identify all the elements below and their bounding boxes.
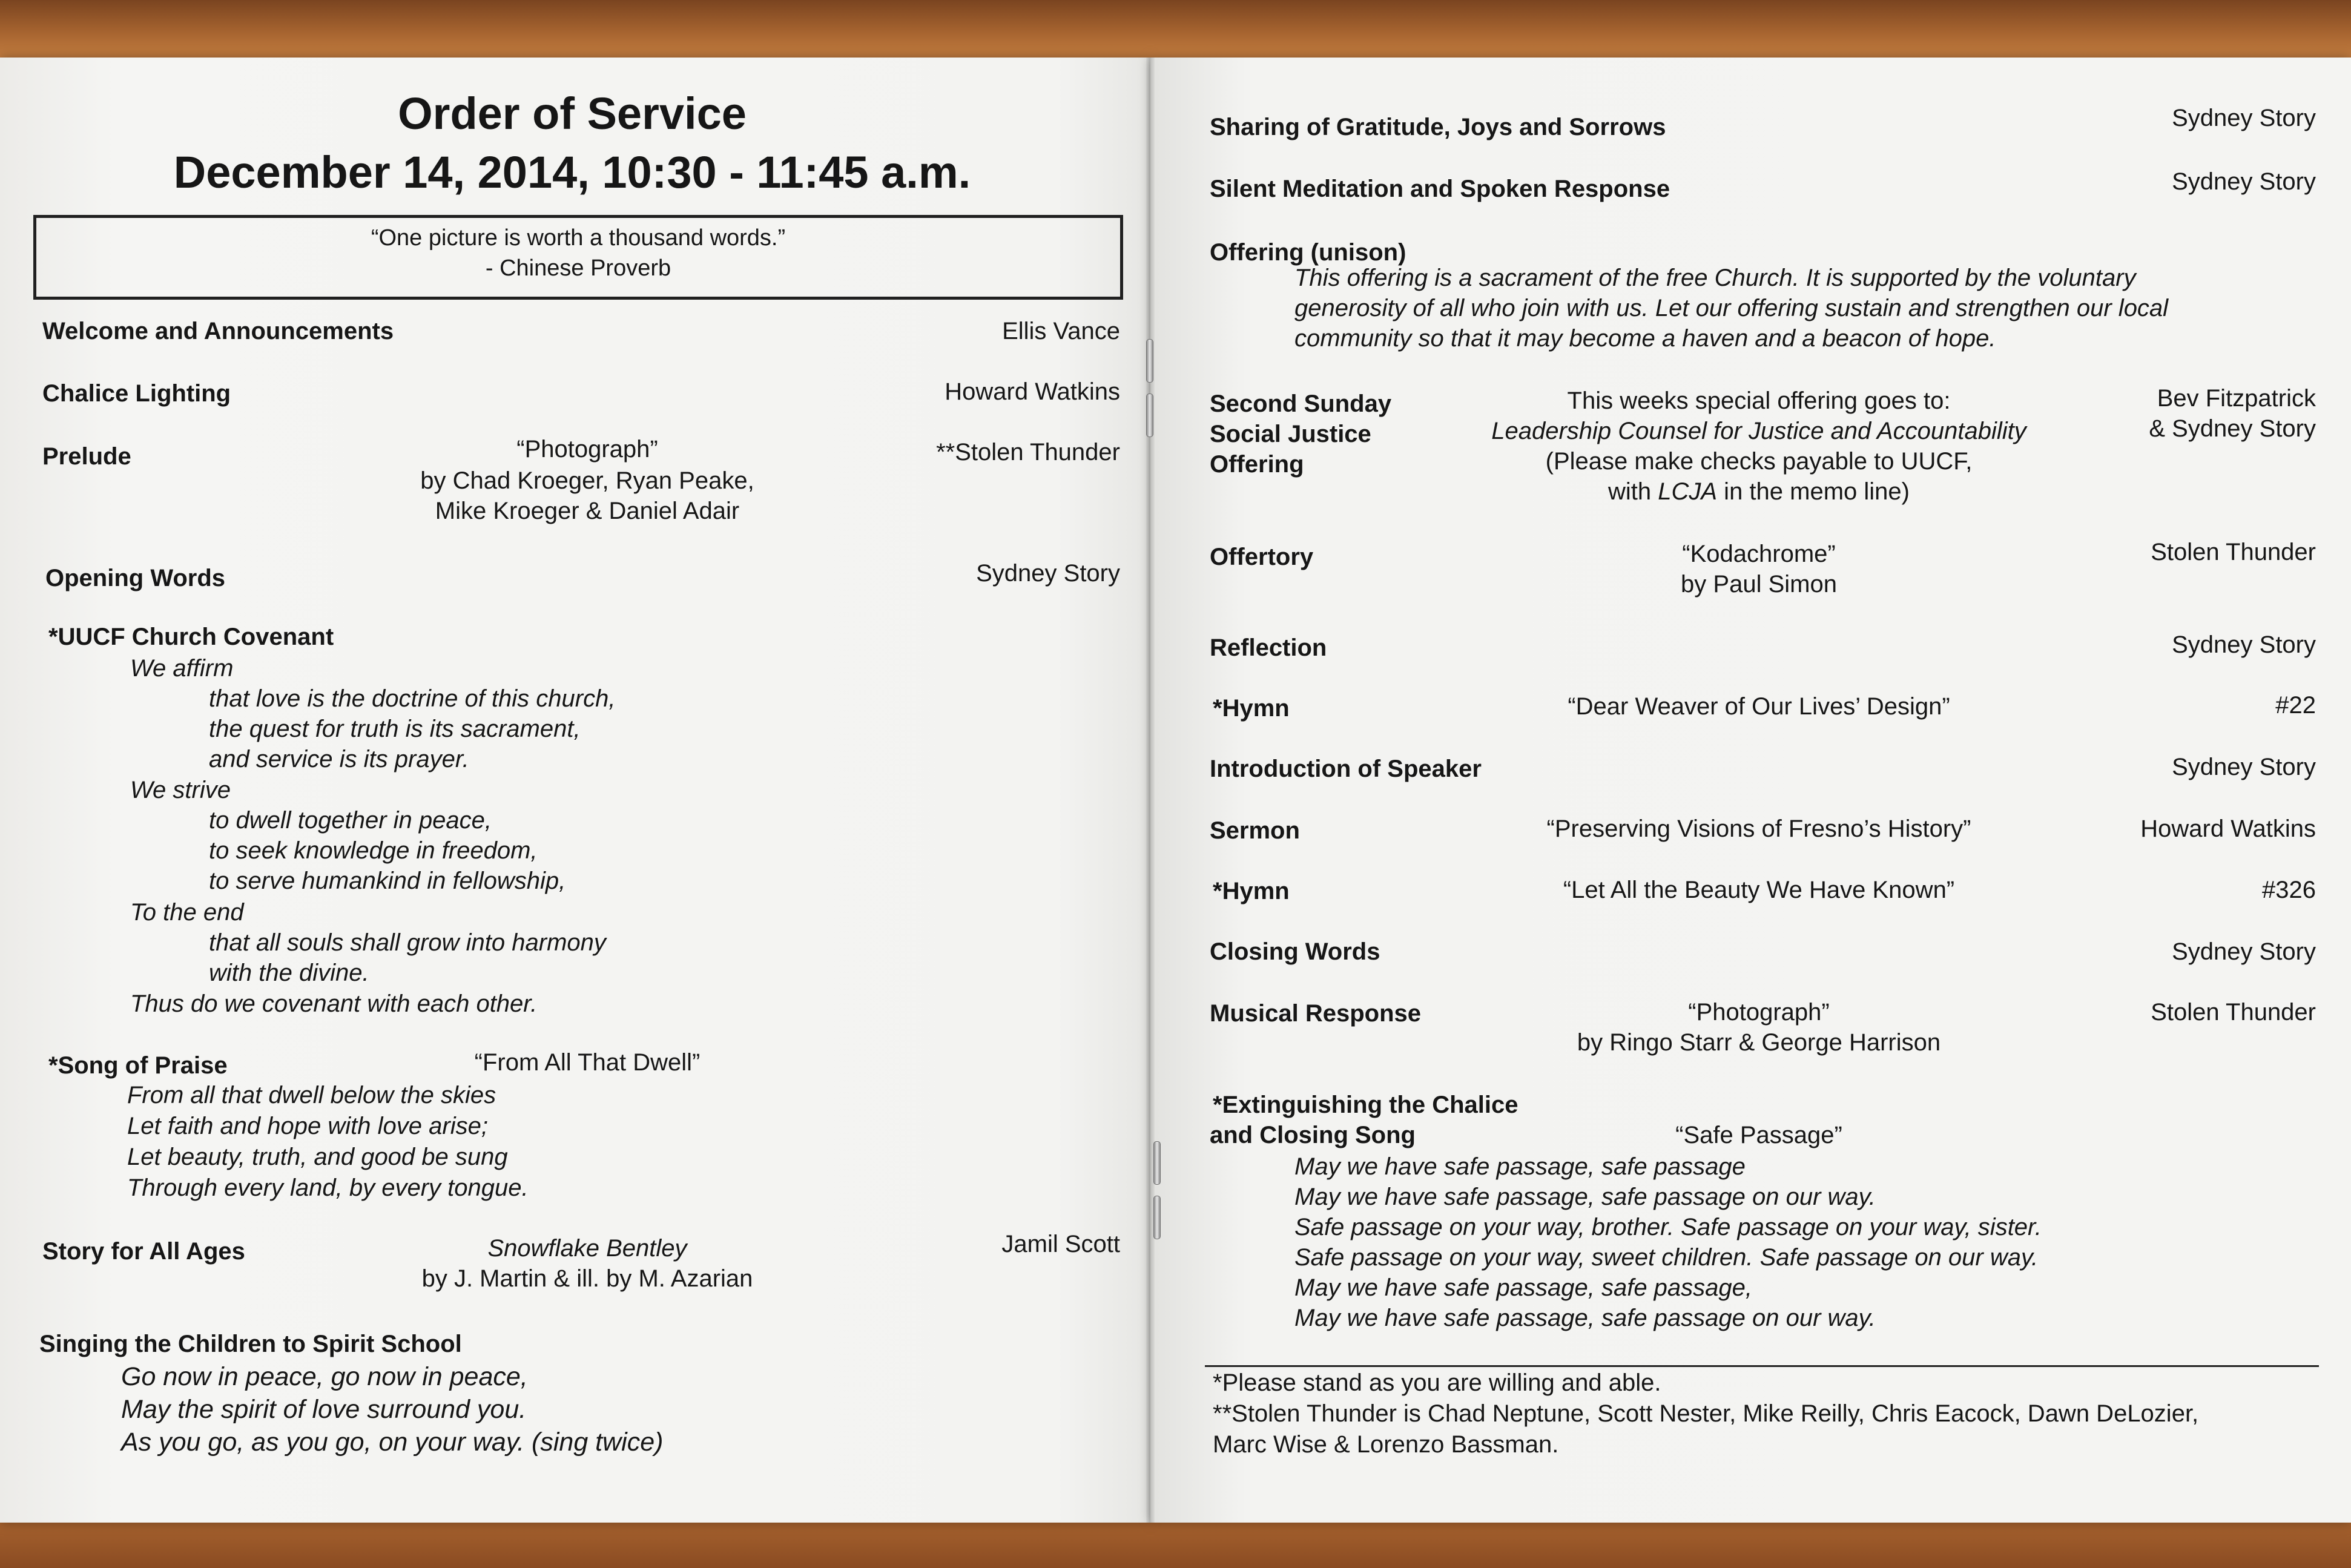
musical-title: “Photograph” <box>1688 999 1830 1026</box>
song-line: Let faith and hope with love arise; <box>127 1113 488 1139</box>
extinguish-label: *Extinguishing the Chalice <box>1213 1092 1518 1118</box>
covenant-line: We affirm <box>130 655 234 682</box>
song-title: “From All That Dwell” <box>474 1049 701 1076</box>
silent-label: Silent Meditation and Spoken Response <box>1210 176 1670 202</box>
reflection-person: Sydney Story <box>2172 631 2316 658</box>
memo-org: LCJA <box>1658 478 1718 505</box>
quote-text: “One picture is worth a thousand words.” <box>371 225 786 251</box>
closing-song-line: May we have safe passage, safe passage, <box>1294 1274 1753 1301</box>
hymn-number: #326 <box>2262 877 2316 903</box>
song-label: *Song of Praise <box>48 1052 228 1079</box>
hymn-label: *Hymn <box>1213 878 1290 904</box>
special-offering-org: Leadership Counsel for Justice and Accountability <box>1491 418 2026 444</box>
second-sunday-label: Offering <box>1210 451 1304 478</box>
covenant-line: to seek knowledge in freedom, <box>209 837 538 864</box>
staple <box>1146 394 1153 437</box>
staple <box>1153 1196 1161 1239</box>
offertory-label: Offertory <box>1210 544 1314 570</box>
closing-song-title: “Safe Passage” <box>1675 1122 1842 1148</box>
intro-label: Introduction of Speaker <box>1210 756 1482 782</box>
second-sunday-person: Bev Fitzpatrick <box>2157 385 2316 412</box>
sermon-title: “Preserving Visions of Fresno’s History” <box>1546 815 1971 842</box>
story-line2: by J. Martin & ill. by M. Azarian <box>421 1265 753 1292</box>
closing-song-line: May we have safe passage, safe passage <box>1294 1153 1746 1180</box>
reflection-label: Reflection <box>1210 634 1327 661</box>
offertory-title: “Kodachrome” <box>1682 541 1836 567</box>
sharing-label: Sharing of Gratitude, Joys and Sorrows <box>1210 114 1666 140</box>
musical-line2: by Ringo Starr & George Harrison <box>1577 1029 1941 1056</box>
sharing-person: Sydney Story <box>2172 105 2316 131</box>
offering-unison-line: generosity of all who join with us. Let our offering sustain and strengthen our local <box>1294 295 2169 321</box>
silent-person: Sydney Story <box>2172 168 2316 195</box>
story-label: Story for All Ages <box>42 1238 245 1265</box>
footnote: *Please stand as you are willing and able. <box>1213 1369 1661 1396</box>
staple <box>1146 339 1153 383</box>
special-offering-line: This weeks special offering goes to: <box>1567 387 1951 414</box>
song-line: From all that dwell below the skies <box>127 1082 496 1108</box>
page-title: Order of Service <box>398 88 747 139</box>
covenant-line: to dwell together in peace, <box>209 807 492 834</box>
closing-song-line: Safe passage on your way, sweet children. Safe passage on our way. <box>1294 1244 2039 1271</box>
covenant-label: *UUCF Church Covenant <box>48 624 334 650</box>
opening-person: Sydney Story <box>976 560 1120 587</box>
sermon-person: Howard Watkins <box>2140 815 2316 842</box>
closing-song-line: May we have safe passage, safe passage on our way. <box>1294 1184 1876 1210</box>
singing-label: Singing the Children to Spirit School <box>39 1331 462 1357</box>
story-title: Snowflake Bentley <box>487 1235 687 1262</box>
singing-line: Go now in peace, go now in peace, <box>121 1362 528 1391</box>
covenant-line: that love is the doctrine of this church, <box>209 685 616 712</box>
staple <box>1153 1141 1161 1185</box>
second-sunday-label: Second Sunday <box>1210 390 1392 417</box>
service-date: December 14, 2014, 10:30 - 11:45 a.m. <box>173 147 971 197</box>
covenant-line: and service is its prayer. <box>209 746 469 772</box>
offering-unison-line: community so that it may become a haven and a beacon of hope. <box>1294 325 1996 352</box>
offertory-person: Stolen Thunder <box>2151 539 2316 565</box>
intro-person: Sydney Story <box>2172 754 2316 780</box>
prelude-title: “Photograph” <box>516 436 658 463</box>
second-sunday-label: Social Justice <box>1210 421 1371 447</box>
prelude-line2: by Chad Kroeger, Ryan Peake, <box>420 467 754 494</box>
hymn-label: *Hymn <box>1213 695 1290 722</box>
covenant-line: We strive <box>130 777 231 803</box>
special-offering-line: (Please make checks payable to UUCF, <box>1545 448 1973 475</box>
closing-song-line: Safe passage on your way, brother. Safe passage on your way, sister. <box>1294 1214 2042 1240</box>
prelude-person: **Stolen Thunder <box>936 439 1120 466</box>
footnote: **Stolen Thunder is Chad Neptune, Scott Nester, Mike Reilly, Chris Eacock, Dawn DeLozier, <box>1213 1400 2199 1427</box>
chalice-person: Howard Watkins <box>945 378 1120 405</box>
closing-person: Sydney Story <box>2172 938 2316 965</box>
opening-label: Opening Words <box>45 565 226 591</box>
offering-unison-line: This offering is a sacrament of the free Church. It is supported by the voluntary <box>1294 265 2136 291</box>
offering-unison-label: Offering (unison) <box>1210 239 1406 266</box>
prelude-line3: Mike Kroeger & Daniel Adair <box>435 498 740 524</box>
covenant-line: Thus do we covenant with each other. <box>130 990 538 1017</box>
closing-label: Closing Words <box>1210 938 1380 965</box>
covenant-line: to serve humankind in fellowship, <box>209 868 566 894</box>
hymn-number: #22 <box>2275 692 2316 719</box>
memo-text: with <box>1608 478 1658 505</box>
closing-song-line: May we have safe passage, safe passage on our way. <box>1294 1305 1876 1331</box>
singing-line: As you go, as you go, on your way. (sing twice) <box>121 1428 664 1457</box>
chalice-label: Chalice Lighting <box>42 380 231 407</box>
quote-source: - Chinese Proverb <box>485 255 671 281</box>
memo-text: in the memo line) <box>1717 478 1910 505</box>
covenant-line: To the end <box>130 899 244 926</box>
offertory-line2: by Paul Simon <box>1681 571 1837 598</box>
welcome-person: Ellis Vance <box>1002 318 1120 344</box>
extinguish-label: and Closing Song <box>1210 1122 1416 1148</box>
page-fold <box>1146 58 1155 1523</box>
welcome-label: Welcome and Announcements <box>42 318 394 344</box>
second-sunday-person: & Sydney Story <box>2149 415 2316 442</box>
quote-box <box>33 215 1123 300</box>
story-person: Jamil Scott <box>1001 1231 1120 1257</box>
song-line: Let beauty, truth, and good be sung <box>127 1144 508 1170</box>
musical-label: Musical Response <box>1210 1000 1422 1027</box>
hymn-title: “Let All the Beauty We Have Known” <box>1563 877 1955 903</box>
special-offering-line <box>1411 478 2107 506</box>
footnote: Marc Wise & Lorenzo Bassman. <box>1213 1431 1559 1458</box>
covenant-line: the quest for truth is its sacrament, <box>209 716 581 742</box>
hymn-title: “Dear Weaver of Our Lives’ Design” <box>1568 693 1950 720</box>
prelude-label: Prelude <box>42 443 131 470</box>
covenant-line: that all souls shall grow into harmony <box>209 929 606 956</box>
sermon-label: Sermon <box>1210 817 1300 844</box>
song-line: Through every land, by every tongue. <box>127 1174 529 1201</box>
singing-line: May the spirit of love surround you. <box>121 1395 527 1424</box>
musical-person: Stolen Thunder <box>2151 999 2316 1026</box>
covenant-line: with the divine. <box>209 960 369 986</box>
footnote-divider <box>1205 1365 2319 1367</box>
